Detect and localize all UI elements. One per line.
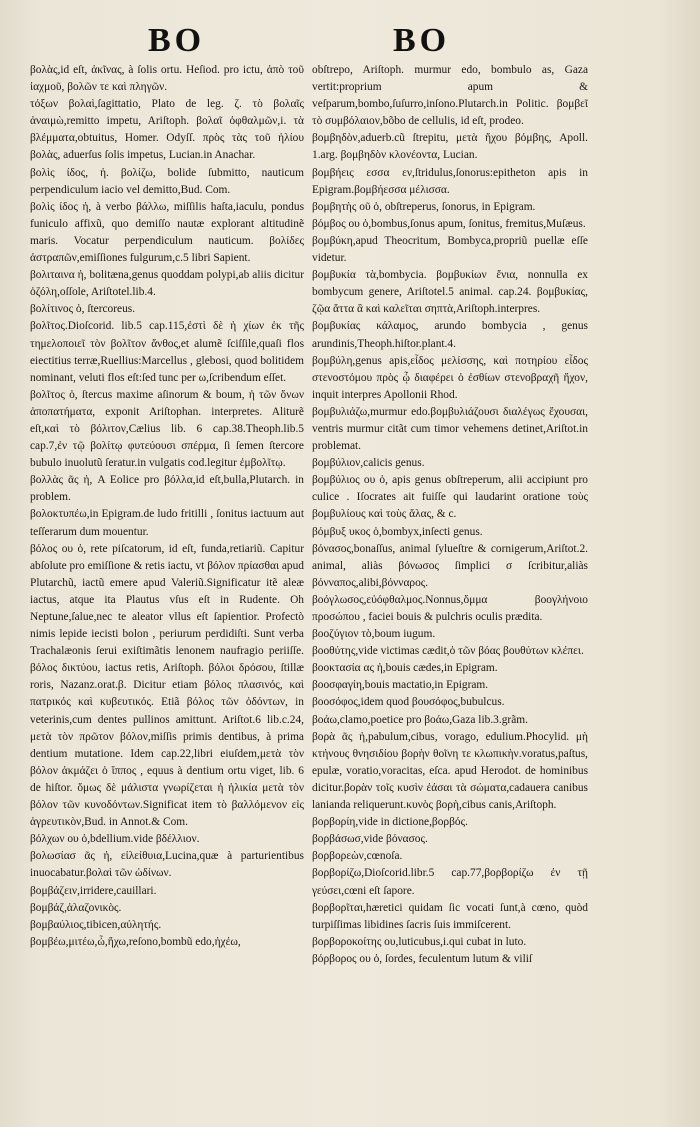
dictionary-entry: βορβορεὼν,cœnoſa. [312,850,403,863]
left-column [30,62,304,951]
dictionary-entry: βορὰ ᾶς ἡ,pabulum,cibus, vorago, edulium.Phocylid. μὴ κτήνους θνησιδίου βορὴν θοῖνη τε κλωπικὴν.voratus,paſtus, epulæ, voratio,voracitas, eſca. apud Herodot. de hominibus dicitur.βορὰν τοῖς κυσὶν ἐάσαι τὰ σώματα,cadauera canibus lanianda reliquerunt.κυνὸς βορὴ,cibus canis,Ariſtoph. [312,730,588,812]
dictionary-entry: βομβήεις εσσα εν,ſtridulus,ſonorus:epitheton apis in Epigram.βομβήεσσα μέλισσα. [312,166,588,196]
dictionary-entry: βομβάζ,ἀλαζονικὸς. [30,901,122,914]
dictionary-entry: βομβύκη,apud Theocritum, Bombyca,propriũ puellæ eſſe videtur. [312,234,588,265]
page-header [0,22,700,62]
dictionary-entry: βορβορῖται,hæretici quidam ſic vocati ſunt,à cœno, quòd turpiſſimas libidines ſacris ſuis immiſcerent. [312,901,588,931]
dictionary-entry: βορβοροκοίτης ου,luticubus,i.qui cubat in luto. [312,935,527,948]
dictionary-entry: βομβέω,μιτέω,ὦ,ἤχω,reſono,bombũ edo,ἠχέω, [30,935,241,948]
dictionary-entry: βόμβος ου ὁ,bombus,ſonus apum, ſonitus, fremitus,Muſæus. [312,217,586,230]
dictionary-entry: βολῖτος.Dioſcorid. lib.5 cap.115,ἐστὶ δὲ ἡ χίων ἐκ τῆς τημελοποιεῖ τὸν βολῖτον ἄνθος,et alumẽ ſciſſile,quaſi flos eiectitius terræ,Ruellius:Marcellus , glebosi, quod bolitidem nominant, veluti flos eſt:ſed tunc per ω,ſcribendum eſſet. [30,320,304,384]
dictionary-entry: βόρβορος ου ὁ, ſordes, feculentum lutum & viliſ [312,952,533,965]
dictionary-entry: βορβορίη,vide in dictione,βορβός. [312,816,468,829]
running-head-right: BO [393,22,451,59]
dictionary-entry: βοοζύγιον τὸ,boum iugum. [312,628,436,641]
dictionary-entry: βολῖτος ὁ, ſtercus maxime aſinorum & boum, ἡ τῶν ὄνων ἀποπατήματα, exponit Ariſtophan. interpretes. Aliturẽ eſt,καὶ τὸ βόλιτον,Cælius lib. 6 cap.38.Theoph.lib.5 cap.7,ἐν τῷ βολίτῳ φυτεύουσι σπέρμα, ſi ſemen ſtercore bubulo inuolutũ ſeratur.in vulgatis cod.legitur ἐμβολῖτῳ. [30,388,304,470]
dictionary-entry: βολὶς ίδος ἡ, à verbo βάλλω, miſſilis haſta,iaculu, pondus funiculo affixũ, quo demiſſo nautæ explorant altitudinẽ maris. Vocatur perpendiculum nauticum. βολίδες ἀστραπῶν,emiſſiones fulgurum,c.5 libri Sapient. [30,200,304,265]
dictionary-entry: βορβάσωσ,vide βόνασος. [312,833,428,846]
dictionary-entry: βομβύλη,genus apis,εἶδος μελίσσης, καὶ ποτηρίου εἶδος στενοστόμου πρὸς ᾧ διαφέρει ὁ ἐσθίων στενοβραχῆ ἤχον, inquit interpres Apollonii Rhod. [312,354,588,401]
dictionary-entry: βομβυκία τὰ,bombycia. βομβυκίων ἔνια, nonnulla ex bombycum genere, Ariſtotel.5 animal. cap.24. βομβυκίας, ζῷα ἄττα ἃ καὶ καλεῖται σηπτὰ,Ariſtoph.interpres. [312,269,588,316]
dictionary-entry: obſtrepo, Ariſtoph. murmur edo, bombulo as, Gaza vertit:proprium apum & veſparum,bombo,ſuſurro,inſono.Plutarch.in Politic. βομβεῖ τὸ συμβόλαιον,bõbo de cellulis, id eſt, prodeo. [312,64,588,128]
dictionary-entry: βόλχων ου ὁ,bdellium.vide βδέλλιον. [30,833,200,846]
dictionary-entry: βολοκτυπέω,in Epigram.de ludo fritilli , ſonitus iactuum aut teſſerarum dum mouentur. [30,508,304,538]
dictionary-entry: βομβυλιάζω,murmur edo.βομβυλιάζουσι διαλέγως ἔχουσαι, ventris murmur citãt cum timor vehemens detinet,Ariſtot.in problemat. [312,405,588,453]
dictionary-entry: βομβύλιος ου ὁ, apis genus obſtreperum, alii accipiunt pro culice . Iſocrates ait fuiſſe qui laudarint oratione τοὺς βομβυλίους καὶ τοὺς ἅλας, & c. [312,474,588,521]
dictionary-entry: βολλὰς ᾶς ἡ, A Eolice pro βόλλα,id eſt,bulla,Plutarch. in problem. [30,474,304,504]
dictionary-entry: βολιταινα ἡ, bolitæna,genus quoddam polypi,ab aliis dicitur ὀζόλη,oſſole, Ariſtotel.lib.4. [30,269,304,299]
dictionary-entry: βολὶς ίδος, ἡ. βολίζω, bolide ſubmitto, nauticum perpendiculum iacio vel demitto,Bud. Com. [30,166,304,196]
right-column [312,62,588,968]
dictionary-entry: τόξων βολαὶ,ſagittatio, Plato de leg. ζ. τὸ βολαῖς ἀναιμὼ,remitto impetu, Ariſtoph. βολαῖ ὀφθαλμῶν,i. τὰ βλέμματα,obtuitus, Homer. Odyſſ. πρὸς τὰς τοῦ ἡλίου βολὰς, aduerſus ſolis impetus, Lucian.in Anachar. [30,98,304,162]
dictionary-entry: βόνασος,bonaſſus, animal ſylueſtre & cornigerum,Ariſtot.2. animal, aliàs βόνωσος ſimplici σ ſcribitur,aliàs βόνναπος,alibi,βόνναρος. [312,542,588,589]
column-gutter [297,64,298,969]
running-head-left: BO [148,22,206,59]
dictionary-entry: βοοσφαγίη,bouis mactatio,in Epigram. [312,679,489,692]
dictionary-entry: βομβάζειν,irridere,cauillari. [30,884,157,897]
dictionary-entry: βομβύλιον,calicis genus. [312,457,425,470]
dictionary-entry: βομβηδὸν,aduerb.cũ ſtrepitu, μετὰ ἤχου βόμβης, Apoll. 1.arg. βομβηδὸν κλονέοντα, Lucian. [312,132,588,162]
dictionary-entry: βοόγλωσος,εὐόφθαλμος.Nonnus,ὄμμα βοογλήνοιο προσώπου , faciei bouis & pulchris oculis prædita. [312,593,588,623]
dictionary-entry: βομβητὴς οῦ ὁ, obſtreperus, ſonorus, in Epigram. [312,200,536,213]
dictionary-entry: βολὰς,id eſt, ἀκῖνας, à ſolis ortu. Heſiod. pro ictu, ἀπὸ τοῦ ἰαχμοῦ, βολῶν τε καὶ πληγῶν. [30,64,304,94]
dictionary-entry: βορβορίζω,Dioſcorid.libr.5 cap.77,βορβορίζω ἐν τῇ γεύσει,cœni eſt ſapore. [312,867,588,897]
dictionary-entry: βοοθύτης,vide victimas cædit,ὁ τῶν βόας βουθύτων κλέπει. [312,645,584,658]
dictionary-entry: βολωσίασ ᾶς ἡ, εἰλείθυια,Lucina,quæ à parturientibus inuocabatur.βολαὶ τῶν ὠδίνων. [30,850,304,880]
dictionary-entry: βοοκτασία ας ἡ,bouis cædes,in Epigram. [312,662,498,675]
dictionary-entry: βοοσόφος,idem quod βουσόφος,bubulcus. [312,696,505,709]
dictionary-entry: βόμβυξ υκος ὁ,bombyx,inſecti genus. [312,525,483,538]
dictionary-entry: βόλος ου ὁ, rete piſcatorum, id eſt, funda,retiariũ. Capitur abſolute pro emiſſione & retis iactu, vt βόλον πρίασθαι apud Plutarchũ, iactũ emere apud Valeriũ.Significatur itẽ aleæ iactus, atque ita Plautus vſus eſt in Rudente. Oh Neptune,ſalue,nec te aleator vllus eſt ſapientior. Profectò nimis lepide iecisti bolon , periurum perdidiſti. Sunt verba Trachalæonis ſerui exiſtimãtis lenonem naufragio periiſſe. βόλος δικτύου, iactus retis, Ariſtoph. βόλοι δρόσου, ſtillæ roris, Nazanz.orat.β. Dicitur etiam βόλος πλασινός, καὶ πατρικός καὶ κυβευτικός. Etiã βόλος τῶν ὀδόντων, in veterinis,cum dentes pullinos amittunt. Ariſtot.6 lib.c.24, μετὰ τὸν πρῶτον βόλον,miſſis primis dentibus, à prima dentium mutatione. Idem cap.22,libri eiuſdem,μετὰ τὸν βόλον ἀκμάζει ὁ ἵππος , equus à dentium ortu viget, lib. 6 de hiſtor. ὅμως δὲ μάλιστα γνωρίζεται ἡ ἡλικία μετὰ τὸν βόλον τῶν κυνοδόντων.Significat item τὸ βαλλόμενον εἰς ἀγρευτικὸν,Bud. in Annot.& Com. [30,542,304,829]
dictionary-entry: βοάω,clamo,poetice pro βοάω,Gaza lib.3.grãm. [312,713,528,726]
dictionary-entry: βομβυκίας κάλαμος, arundo bombycia , genus arundinis,Theoph.hiſtor.plant.4. [312,320,588,350]
dictionary-entry: βομβαύλιος,tibicen,αὐλητής. [30,918,162,931]
dictionary-entry: βολίτινος ὁ, ſtercoreus. [30,303,136,316]
